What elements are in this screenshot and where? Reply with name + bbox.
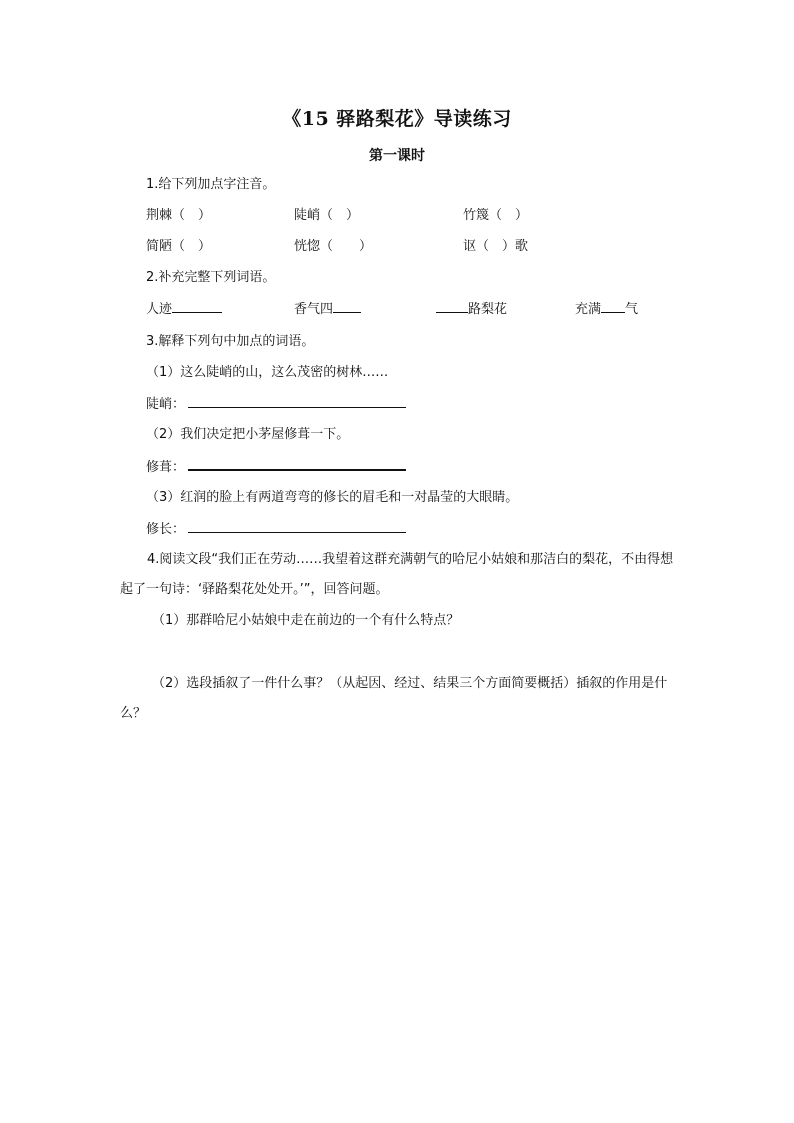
q3-answer-row <box>146 520 406 539</box>
q2-item-text: 充满 <box>575 302 602 317</box>
q3-heading: 3.解释下列句中加点的词语。 <box>146 334 315 349</box>
answer-line[interactable] <box>188 395 406 408</box>
q4-subquestion: （2）选段插叙了一件什么事？（从起因、经过、结果三个方面简要概括）插叙的作用是什么？ <box>120 676 668 721</box>
q2-item-text: 路梨花 <box>468 302 508 317</box>
q4-heading: 4.阅读文段“我们正在劳动……我望着这群充满朝气的哈尼小姑娘和那洁白的梨花，不由得想起了一句诗：‘驿路梨花处处开。’”，回答问题。 <box>120 552 674 597</box>
q2-item-text: 气 <box>625 302 639 317</box>
q2-item-text: 人迹 <box>146 302 173 317</box>
q3-word: 修长： <box>146 522 186 537</box>
page-title: 《15 驿路梨花》导读练习 <box>282 108 512 130</box>
q2-item-text: 香气四 <box>294 302 334 317</box>
fill-blank[interactable] <box>172 300 222 313</box>
answer-line[interactable] <box>188 457 406 471</box>
q1-item: 简陋（ ） <box>146 239 212 254</box>
answer-line[interactable] <box>188 520 406 533</box>
fill-blank[interactable] <box>333 300 361 313</box>
q3-sentence: （1）这么陡峭的山，这么茂密的树林…… <box>146 365 389 380</box>
q2-item <box>575 300 638 319</box>
q3-sentence: （2）我们决定把小茅屋修葺一下。 <box>146 427 350 442</box>
q1-item: 恍惚（ ） <box>294 239 373 254</box>
q2-item <box>436 300 507 319</box>
q1-heading: 1.给下列加点字注音。 <box>146 177 276 192</box>
q3-answer-row <box>146 395 406 414</box>
q3-answer-row <box>146 457 406 477</box>
q3-word: 陡峭： <box>146 397 186 412</box>
q2-item <box>146 300 222 319</box>
q3-sentence: （3）红润的脸上有两道弯弯的修长的眉毛和一对晶莹的大眼睛。 <box>146 490 519 505</box>
q1-item: 陡峭（ ） <box>294 208 360 223</box>
q1-item: 讴（ ）歌 <box>463 239 529 254</box>
q4-subquestion: （1）那群哈尼小姑娘中走在前边的一个有什么特点？ <box>152 613 460 628</box>
lesson-subtitle: 第一课时 <box>369 148 425 164</box>
q2-heading: 2.补充完整下列词语。 <box>146 270 276 285</box>
fill-blank[interactable] <box>436 300 468 313</box>
q1-item: 竹篾（ ） <box>463 208 529 223</box>
fill-blank[interactable] <box>601 300 625 313</box>
q3-word: 修葺： <box>146 460 186 475</box>
q2-item <box>294 300 361 319</box>
q1-item: 荆棘（ ） <box>146 208 212 223</box>
